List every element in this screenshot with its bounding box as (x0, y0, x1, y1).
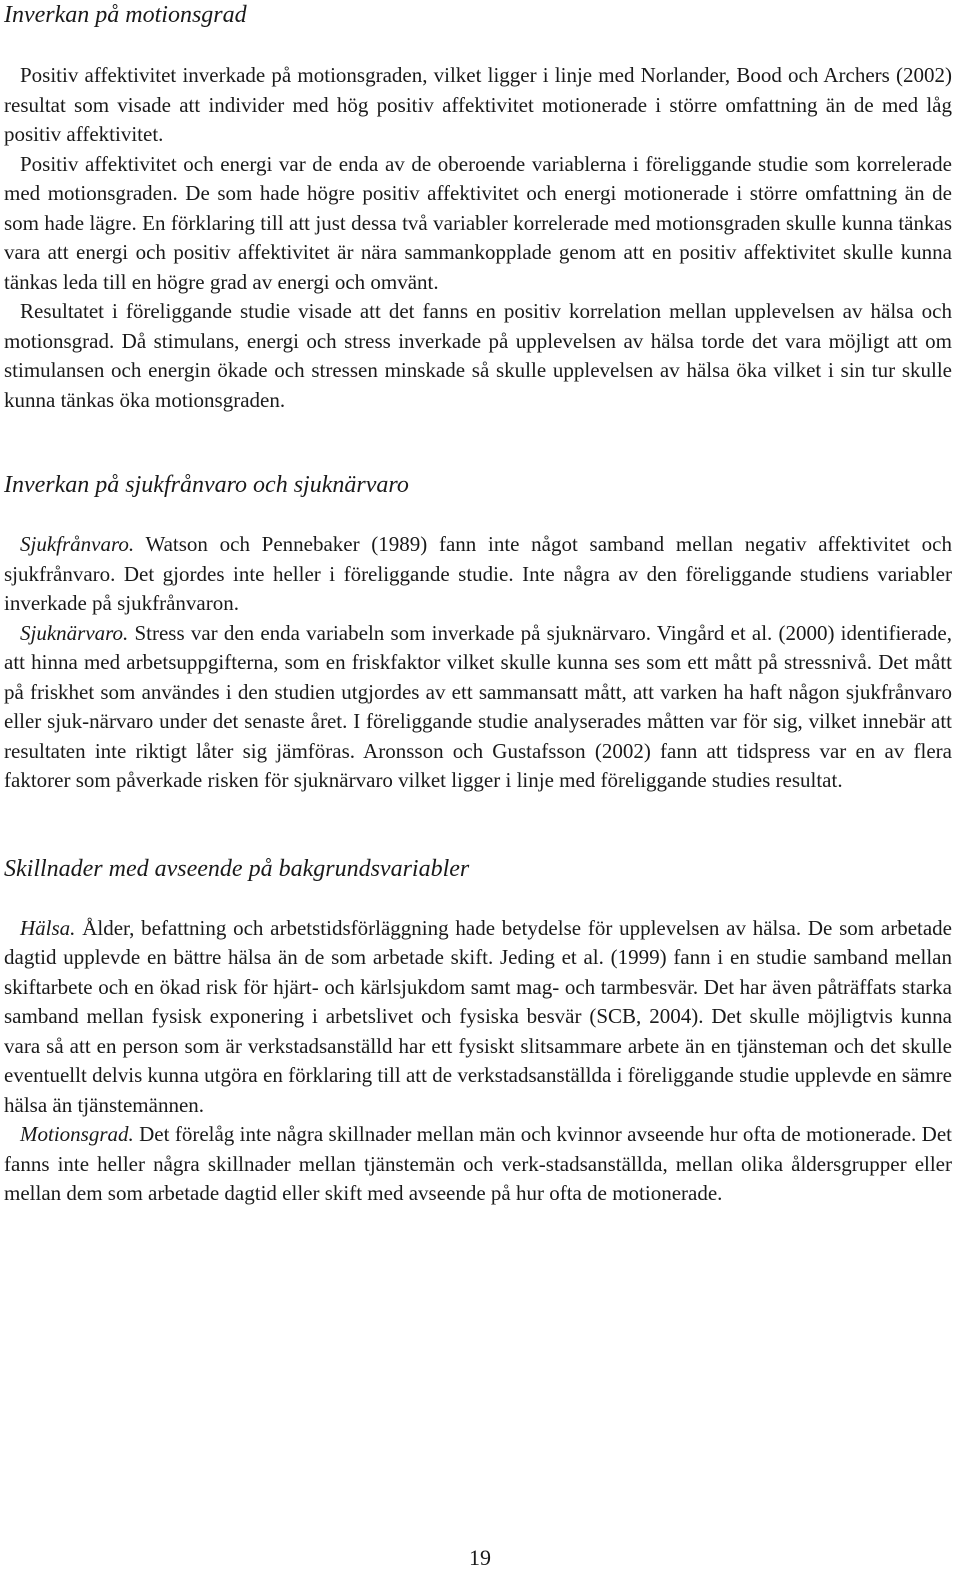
section-heading: Skillnader med avseende på bakgrundsvariabler (4, 855, 470, 882)
paragraph-text: Watson och Pennebaker (1989) fann inte något samband mellan negativ affektivitet och sjukfrånvaro. Det gjordes inte heller i föreliggande studie. Inte några av den föreliggande studiens variabler inverkade på sjukfrånvaron. (4, 532, 952, 615)
paragraph-lead: Motionsgrad. (20, 1122, 134, 1146)
section-heading: Inverkan på motionsgrad (4, 2, 247, 28)
paragraph-text: Positiv affektivitet inverkade på motionsgraden, vilket ligger i linje med Norlander, Bood och Archers (2002) resultat som visade att individer med hög positiv affektivitet motionerade i större omfattning än de med låg positiv affektivitet. (4, 63, 952, 146)
paragraph-lead: Hälsa. (20, 915, 76, 940)
section-body (4, 530, 952, 796)
paragraph (4, 150, 952, 298)
section-body (4, 61, 952, 415)
paragraph-text: Stress var den enda variabeln som inverkade på sjuknärvaro. Vingård et al. (2000) identifierade, att hinna med arbetsuppgifterna, som en friskfaktor vilket skulle kunna ses som ett mått på stressnivå. Det mått på friskhet som användes i den studien utgjordes av ett sammansatt mått, att varken ha haft någon sjukfrånvaro eller sjuk-närvaro under det senaste året. I föreliggande studie analyserades måtten var för sig, vilket innebär att resultaten inte riktigt låter sig jämföras. Aronsson och Gustafsson (2002) fann att tidspress var en av flera faktorer som påverkade risken för sjuknärvaro vilket ligger i linje med föreliggande studies resultat. (4, 620, 952, 792)
paragraph (4, 914, 952, 1121)
paragraph-lead: Sjuknärvaro. (20, 620, 129, 645)
page-number: 19 (469, 1545, 491, 1570)
document-page (4, 0, 952, 1209)
paragraph-text: Ålder, befattning och arbetstidsförläggning hade betydelse för upplevelsen av hälsa. De som arbetade dagtid upplevde en bättre hälsa än de som arbetade skift. Jeding et al. (1999) fann i en studie samband mellan skiftarbete och en ökad risk för hjärt- och kärlsjukdom samt mag- och tarmbesvär. Det har även påträffats starka samband mellan fysisk exponering i arbetslivet och fysiska besvär (SCB, 2004). Det skulle möjligtvis kunna vara så att en person som är verkstadsanställd har ett fysiskt slitsammare arbete än en tjänsteman och det skulle eventuellt delvis kunna utgöra en förklaring till att de verkstadsanställda i föreliggande studie upplevde en sämre hälsa än tjänstemännen. (4, 915, 952, 1117)
section-body (4, 914, 952, 1209)
paragraph (4, 619, 952, 796)
paragraph-lead: Sjukfrånvaro. (20, 532, 135, 556)
paragraph (4, 297, 952, 415)
paragraph-text: Det förelåg inte några skillnader mellan män och kvinnor avseende hur ofta de motionerade. Det fanns inte heller några skillnader mellan tjänstemän och verk-stadsanställda, mellan olika åldersgrupper eller mellan dem som arbetade dagtid eller skift med avseende på hur ofta de motionerade. (4, 1122, 952, 1205)
paragraph (4, 61, 952, 150)
paragraph (4, 1120, 952, 1209)
paragraph-text: Resultatet i föreliggande studie visade att det fanns en positiv korrelation mellan upplevelsen av hälsa och motionsgrad. Då stimulans, energi och stress inverkade på upplevelsen av hälsa torde det vara möjligt att om stimulansen och energin ökade och stressen minskade så skulle upplevelsen av hälsa öka vilket i sin tur skulle kunna tänkas öka motionsgraden. (4, 299, 952, 412)
section-heading: Inverkan på sjukfrånvaro och sjuknärvaro (4, 472, 409, 498)
paragraph-text: Positiv affektivitet och energi var de enda av de oberoende variablerna i föreliggande studie som korrelerade med motionsgraden. De som hade högre positiv affektivitet och energi motionerade i större omfattning än de som hade lägre. En förklaring till att just dessa två variabler korrelerade med motionsgraden skulle kunna tänkas vara att energi och positiv affektivitet är nära sammankopplade genom att en positiv affektivitet skulle kunna tänkas leda till en högre grad av energi och omvänt. (4, 151, 952, 294)
paragraph (4, 530, 952, 619)
